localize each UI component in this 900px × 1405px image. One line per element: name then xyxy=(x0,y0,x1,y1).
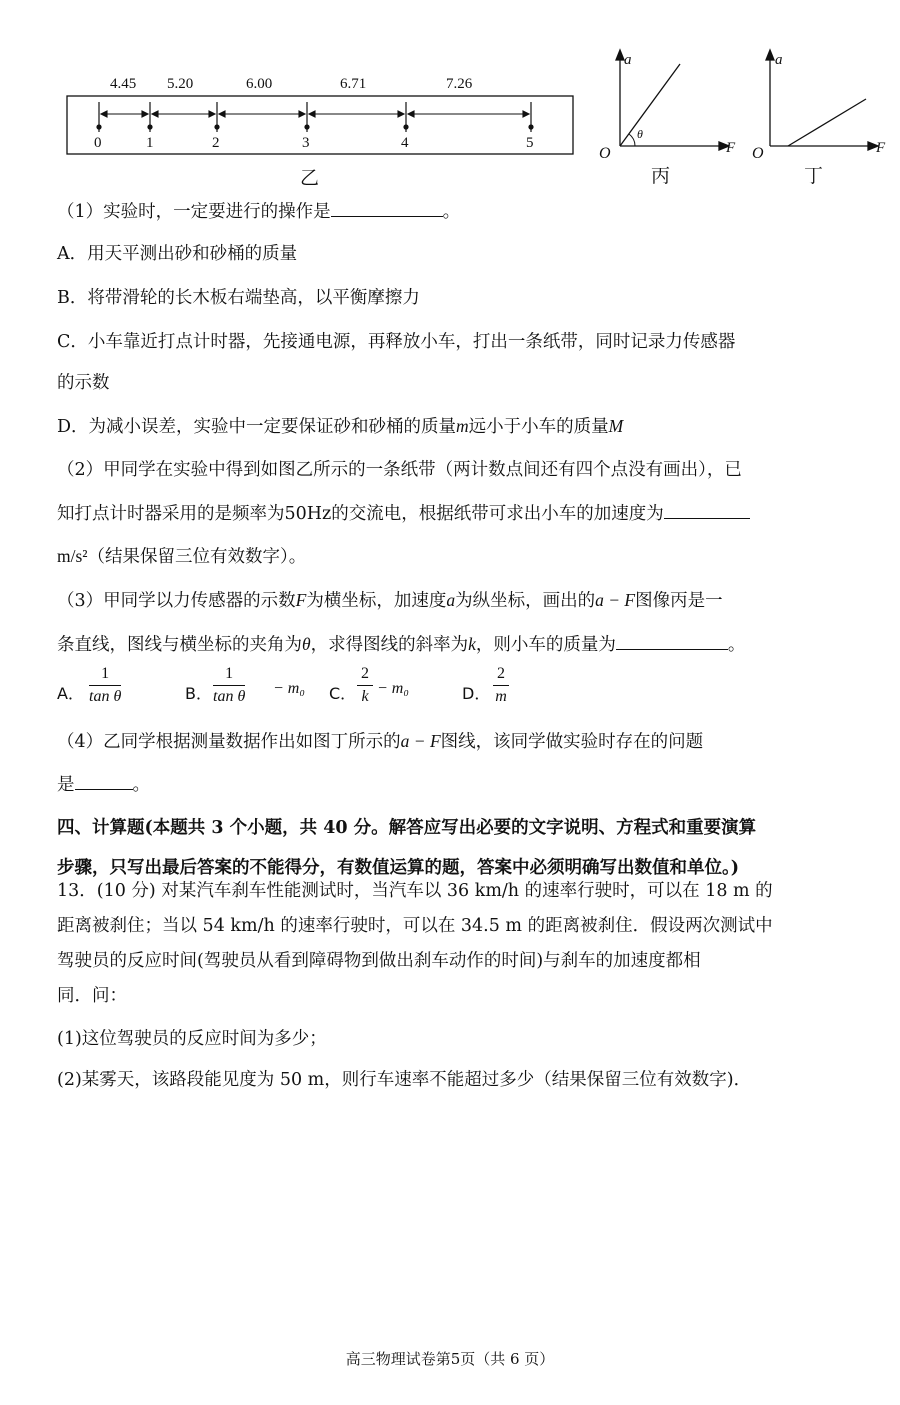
q4-line1: （4）乙同学根据测量数据作出如图丁所示的a − F图线，该同学做实验时存在的问题 xyxy=(57,731,704,752)
segment-label: 4.45 xyxy=(110,76,137,92)
option-d-fraction: $\frac{2}{m}$ xyxy=(493,663,509,708)
q13-line2: 距离被刹住；当以 54 km/h 的速率行驶时，可以在 34.5 m 的距离被刹住．假设两次测试中 xyxy=(57,916,773,936)
answer-blank[interactable] xyxy=(331,198,443,217)
section-heading-cont: 步骤，只写出最后答案的不能得分，有数值运算的题，答案中必须明确写出数值和单位。) xyxy=(57,858,740,878)
angle-label: θ xyxy=(637,127,643,141)
q1-option-a: A．用天平测出砂和砂桶的质量 xyxy=(57,244,298,264)
q13-sub1: (1)这位驾驶员的反应时间为多少； xyxy=(57,1029,327,1049)
page-footer: 高三物理试卷第5页（共 6 页） xyxy=(345,1350,555,1368)
q1-option-b: B．将带滑轮的长木板右端垫高，以平衡摩擦力 xyxy=(57,288,420,308)
graph-bing xyxy=(595,42,745,192)
q13-line3: 驾驶员的反应时间(驾驶员从看到障碍物到做出刹车动作的时间)与刹车的加速度都相 xyxy=(57,951,701,971)
tape-dot-2 xyxy=(214,124,219,129)
point-label: 4 xyxy=(401,135,409,151)
tape-dot-1 xyxy=(147,124,152,129)
tape-dot-4 xyxy=(403,124,408,129)
q2-line2: 知打点计时器采用的是频率为50Hz的交流电，根据纸带可求出小车的加速度为 xyxy=(57,500,750,527)
point-label: 1 xyxy=(146,135,154,151)
option-b-fraction: $\frac{1}{\text{tan θ}}$ xyxy=(213,665,246,705)
q3-line2: 条直线，图线与横坐标的夹角为θ，求得图线的斜率为k，则小车的质量为 。 xyxy=(57,631,745,658)
answer-blank[interactable] xyxy=(616,631,728,650)
y-axis-label: a xyxy=(624,52,632,68)
origin-label: O xyxy=(599,145,611,162)
segment-label: 5.20 xyxy=(167,76,194,92)
point-label: 3 xyxy=(302,135,310,151)
point-label: 0 xyxy=(94,135,102,151)
section-heading: 四、计算题(本题共 3 个小题，共 40 分。解答应写出必要的文字说明、方程式和重要演算 xyxy=(57,818,757,838)
q1-option-c: C．小车靠近打点计时器，先接通电源，再释放小车，打出一条纸带，同时记录力传感器 xyxy=(57,332,736,352)
figure-caption-ding: 丁 xyxy=(804,165,824,187)
q1-stem: （1）实验时，一定要进行的操作是 。 xyxy=(57,198,460,225)
graph-ding xyxy=(748,42,898,192)
segment-label: 6.00 xyxy=(246,76,273,92)
segment-label: 6.71 xyxy=(340,76,367,92)
q2-line1: （2）甲同学在实验中得到如图乙所示的一条纸带（两计数点间还有四个点没有画出），已 xyxy=(57,460,742,480)
q13-line4: 同．问： xyxy=(57,986,127,1006)
x-axis-label: F xyxy=(726,140,736,156)
q4-line2: 是 。 xyxy=(57,771,150,798)
q13-line1: 13．(10 分) 对某汽车刹车性能测试时，当汽车以 36 km/h 的速率行驶时，可以在 18 m 的 xyxy=(57,881,773,901)
x-axis-label: F xyxy=(876,140,886,156)
tape-dot-3 xyxy=(304,124,309,129)
tape-dot-5 xyxy=(528,124,533,129)
paper-tape-figure xyxy=(60,70,580,190)
answer-blank[interactable] xyxy=(664,500,750,519)
q3-options: A． $\frac{1}{\text{tan θ}}$ B． $\frac{1}{\text{tan θ}}$ − m₀ C． $\frac{2}{k}$ − m₀ D． $\frac{2}{m}$ xyxy=(57,663,857,719)
tape-strip xyxy=(67,96,573,154)
segment-label: 7.26 xyxy=(446,76,473,92)
y-axis-label: a xyxy=(775,52,783,68)
point-label: 5 xyxy=(526,135,534,151)
option-c-fraction: $\frac{2}{k}$ xyxy=(357,663,373,708)
q1-option-c-cont: 的示数 xyxy=(57,373,110,393)
figure-caption-yi: 乙 xyxy=(300,167,320,189)
point-label: 2 xyxy=(212,135,220,151)
q2-line3: m/s²（结果保留三位有效数字）。 xyxy=(57,546,307,567)
q3-line1: （3）甲同学以力传感器的示数F为横坐标，加速度a为纵坐标，画出的a − F图像丙是一 xyxy=(57,590,723,611)
answer-blank[interactable] xyxy=(75,771,133,790)
tape-dot-0 xyxy=(96,124,101,129)
q13-sub2: (2)某雾天，该路段能见度为 50 m，则行车速率不能超过多少（结果保留三位有效数字)． xyxy=(57,1070,752,1090)
origin-label: O xyxy=(752,145,764,162)
q1-option-d: D．为减小误差，实验中一定要保证砂和砂桶的质量m远小于小车的质量M xyxy=(57,416,624,437)
option-a-fraction: $\frac{1}{\text{tan θ}}$ xyxy=(89,665,122,705)
figure-caption-bing: 丙 xyxy=(651,165,671,187)
